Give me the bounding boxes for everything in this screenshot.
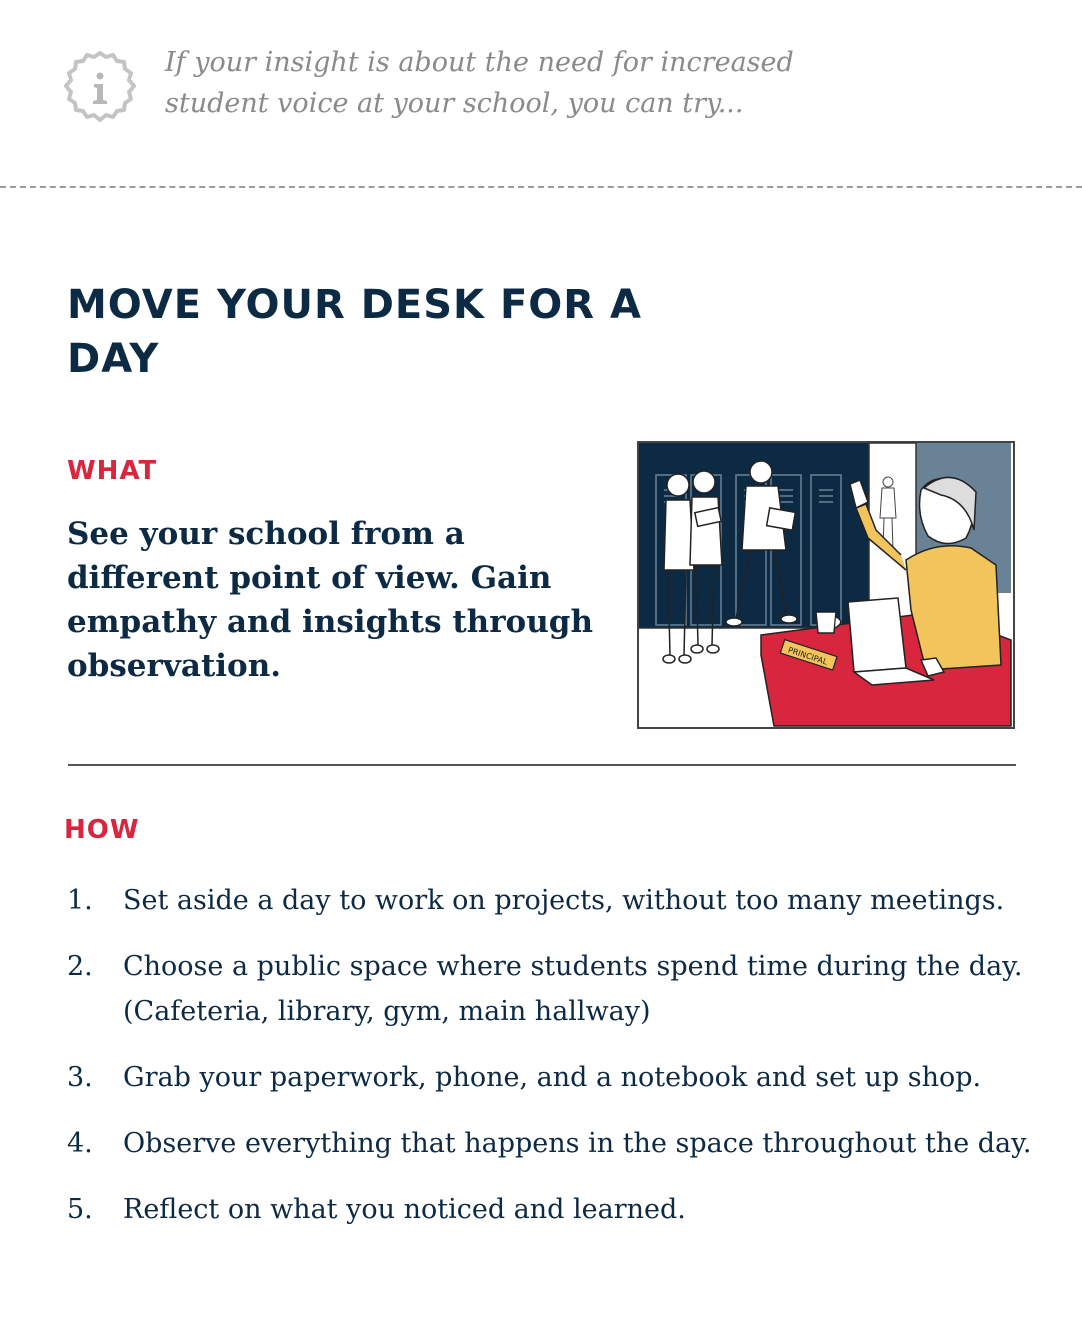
- desk-sign-text: PRINCIPAL: [786, 645, 829, 667]
- step-number: 4.: [67, 1128, 93, 1159]
- step-item: [64, 944, 1064, 1034]
- step-item: [64, 1187, 1064, 1232]
- dashed-divider: [0, 186, 1082, 188]
- step-number: 5.: [67, 1194, 93, 1225]
- what-label: WHAT: [67, 456, 158, 486]
- step-text: Reflect on what you noticed and learned.: [123, 1194, 686, 1225]
- step-text: Set aside a day to work on projects, without too many meetings.: [123, 885, 1005, 916]
- step-item: [64, 1055, 1064, 1100]
- intro-note: If your insight is about the need for increased student voice at your school, you can try...: [165, 47, 794, 119]
- step-text: Observe everything that happens in the space throughout the day.: [123, 1128, 1032, 1159]
- principal-desk-illustration: [636, 440, 1016, 730]
- step-text: Choose a public space where students spend time during the day. (Cafeteria, library, gym, main hallway): [123, 951, 1023, 1027]
- step-text: Grab your paperwork, phone, and a notebook and set up shop.: [123, 1062, 982, 1093]
- steps-list: [64, 878, 1064, 1232]
- step-number: 3.: [67, 1062, 93, 1093]
- info-icon: [62, 50, 138, 126]
- page-title: MOVE YOUR DESK FOR A DAY: [67, 282, 642, 382]
- step-number: 1.: [67, 885, 93, 916]
- how-label: HOW: [64, 815, 140, 845]
- section-divider: [68, 764, 1016, 766]
- step-number: 2.: [67, 951, 93, 982]
- step-item: [64, 1121, 1064, 1166]
- step-item: [64, 878, 1064, 923]
- what-description: See your school from a different point of view. Gain empathy and insights through observation.: [67, 516, 593, 684]
